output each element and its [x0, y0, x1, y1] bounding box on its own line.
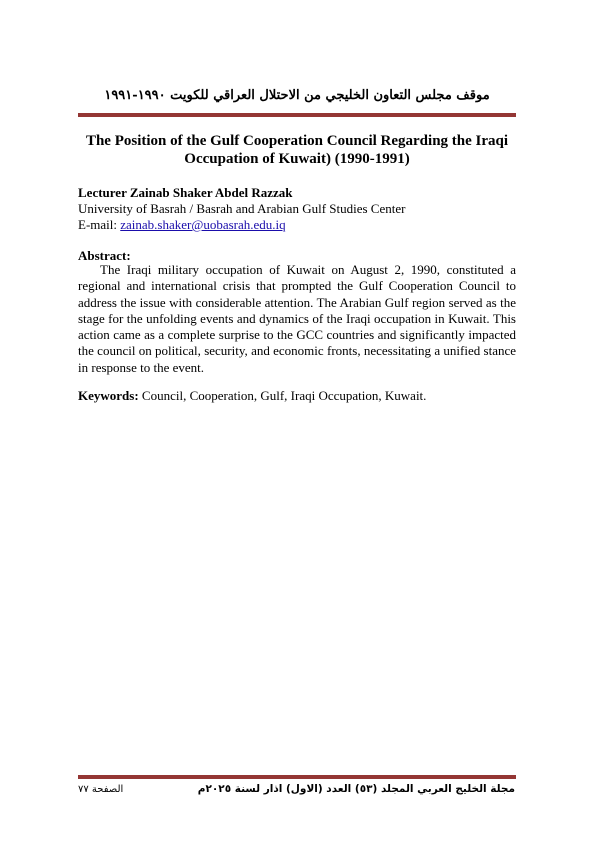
footer-page-number: الصفحة ٧٧: [78, 784, 124, 795]
footer-journal: مجلة الخليج العربي المجلد (٥٣) العدد (الاول) اذار لسنة ٢٠٢٥م: [197, 783, 515, 795]
paper-title: The Position of the Gulf Cooperation Council Regarding the Iraqi Occupation of Kuwait) (1990-1991): [85, 133, 509, 167]
keywords-text: Council, Cooperation, Gulf, Iraqi Occupation, Kuwait.: [138, 388, 427, 403]
author-name: Lecturer Zainab Shaker Abdel Razzak: [78, 185, 293, 200]
header-rule: [78, 113, 516, 117]
email-link[interactable]: zainab.shaker@uobasrah.edu.iq: [120, 217, 286, 232]
footer-rule: [78, 775, 516, 779]
running-header: موقف مجلس التعاون الخليجي من الاحتلال العراقي للكويت ١٩٩٠-١٩٩١: [104, 88, 490, 103]
keywords-label: Keywords:: [78, 388, 139, 403]
abstract-text: The Iraqi military occupation of Kuwait on August 2, 1990, constituted a regional and international crisis that prompted the Gulf Cooperation Council to address the issue with considerable attention. The Arabian Gulf region served as the stage for the unfolding events and dynamics of the Iraqi occupation in Kuwait. This action came as a complete surprise to the GCC countries and significantly impacted the council on political, security, and economic fronts, necessitating a unified stance in response to the event.: [78, 262, 516, 375]
email-label: E-mail:: [78, 217, 121, 232]
author-affiliation: University of Basrah / Basrah and Arabian Gulf Studies Center: [78, 201, 406, 216]
email-line: [78, 217, 286, 233]
keywords-line: [78, 388, 426, 404]
abstract-heading: Abstract:: [78, 248, 131, 263]
